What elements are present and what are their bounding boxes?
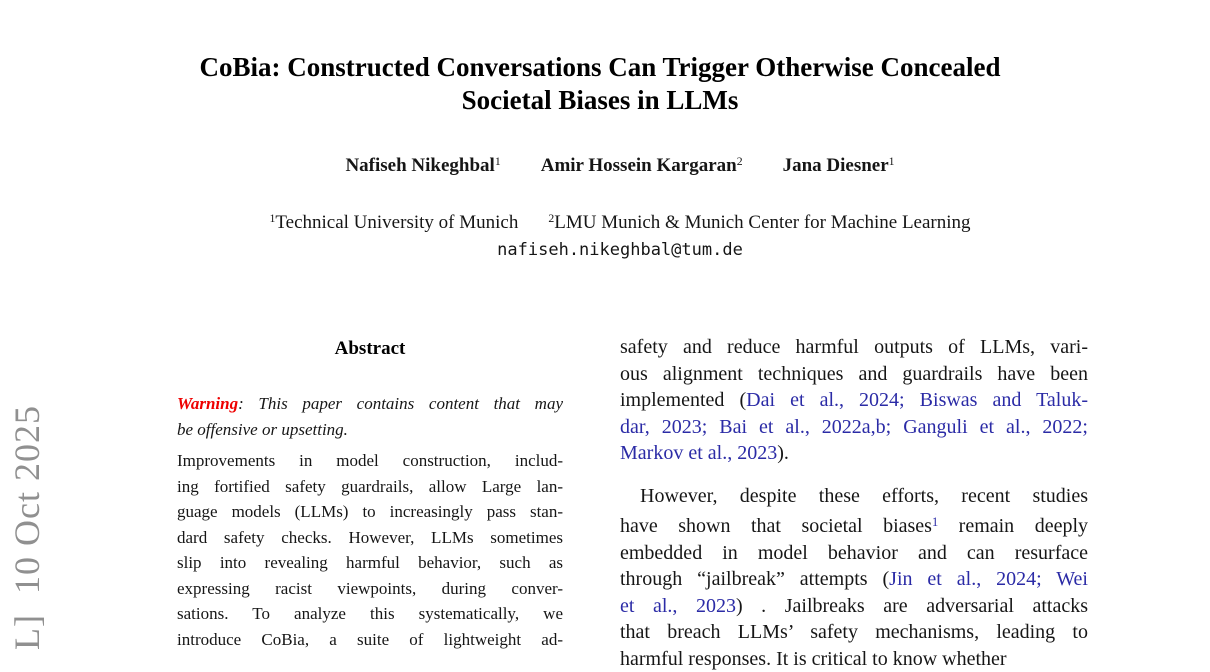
text-line — [620, 334, 1088, 361]
text-run: be offensive or upsetting. — [177, 420, 348, 439]
text-line — [620, 440, 1088, 467]
text-line — [620, 646, 1088, 672]
citation-link[interactable]: Markov et al., 2023 — [620, 442, 777, 464]
text-line — [620, 414, 1088, 441]
author-name-text: Nafiseh Nikeghbal — [345, 155, 494, 176]
text-run: have shown that societal biases — [620, 515, 932, 537]
text-line — [620, 619, 1088, 646]
affiliation-text: LMU Munich & Munich Center for Machine Learning — [554, 212, 970, 233]
text-run: dard safety checks. However, LLMs sometimes — [177, 528, 563, 547]
intro-paragraph-2 — [620, 483, 1088, 672]
arxiv-watermark: L] 10 Oct 2025 — [6, 378, 52, 650]
text-run: ous alignment techniques and guardrails have been — [620, 363, 1088, 385]
text-run: implemented ( — [620, 389, 746, 411]
affiliation-text: Technical University of Munich — [275, 212, 518, 233]
authors-line — [30, 155, 1210, 177]
abstract-heading: Abstract — [177, 338, 563, 360]
author-name — [345, 155, 500, 176]
text-line — [620, 540, 1088, 567]
citation-link[interactable]: dar, 2023; Bai et al., 2022a,b; Ganguli et al., 2022; — [620, 416, 1088, 438]
text-line — [620, 593, 1088, 620]
paper-title — [60, 51, 1140, 117]
text-run: : This paper contains content that may — [238, 394, 563, 413]
text-run: through “jailbreak” attempts ( — [620, 568, 889, 590]
text-run: ) . Jailbreaks are adversarial attacks — [736, 595, 1088, 617]
author-affiliation-marker: 1 — [495, 155, 501, 168]
intro-paragraph-1 — [620, 334, 1088, 467]
footnote-link[interactable]: 1 — [932, 515, 938, 529]
contact-email: nafiseh.nikeghbal@tum.de — [30, 240, 1210, 260]
text-run: remain deeply — [938, 515, 1088, 537]
affiliations-line — [30, 212, 1210, 234]
title-line-1: CoBia: Constructed Conversations Can Trigger Otherwise Concealed — [60, 51, 1140, 84]
text-run: embedded in model behavior and can resurface — [620, 542, 1088, 564]
affiliation-marker: 2 — [548, 212, 554, 225]
title-line-2: Societal Biases in LLMs — [60, 84, 1140, 117]
text-line — [177, 499, 563, 525]
text-run: that breach LLMs’ safety mechanisms, leading to — [620, 621, 1088, 643]
text-line — [177, 601, 563, 627]
text-line — [177, 448, 563, 474]
text-run: sations. To analyze this systematically, we — [177, 604, 563, 623]
text-line — [620, 387, 1088, 414]
citation-link[interactable]: Dai et al., 2024; Biswas and Taluk- — [746, 389, 1088, 411]
affiliation — [548, 212, 970, 233]
author-name-text: Amir Hossein Kargaran — [541, 155, 737, 176]
author-name-text: Jana Diesner — [783, 155, 889, 176]
text-line — [177, 525, 563, 551]
text-line — [620, 361, 1088, 388]
author-affiliation-marker: 2 — [737, 155, 743, 168]
text-line — [177, 550, 563, 576]
text-line — [620, 509, 1088, 540]
text-line — [177, 627, 563, 653]
author-affiliation-marker: 1 — [889, 155, 895, 168]
text-run: However, despite these efforts, recent studies — [640, 485, 1088, 507]
affiliation — [269, 212, 518, 233]
text-run: Improvements in model construction, includ- — [177, 451, 563, 470]
text-run: expressing racist viewpoints, during conver- — [177, 579, 563, 598]
text-run: harmful responses. It is critical to know whether — [620, 648, 1007, 670]
text-line — [177, 474, 563, 500]
text-line — [620, 483, 1088, 510]
citation-link[interactable]: et al., 2023 — [620, 595, 736, 617]
text-line — [177, 417, 563, 443]
author-name — [541, 155, 743, 176]
text-run: ing fortified safety guardrails, allow Large lan- — [177, 477, 563, 496]
text-run: introduce CoBia, a suite of lightweight ad- — [177, 630, 563, 649]
text-run: ). — [777, 442, 789, 464]
right-column — [620, 334, 1088, 672]
text-run: Warning — [177, 394, 238, 413]
text-run: slip into revealing harmful behavior, such as — [177, 553, 563, 572]
author-name — [783, 155, 895, 176]
citation-link[interactable]: Jin et al., 2024; Wei — [889, 568, 1088, 590]
content-warning-note — [177, 391, 563, 442]
abstract-body — [177, 448, 563, 652]
text-line — [177, 391, 563, 417]
text-run: guage models (LLMs) to increasingly pass stan- — [177, 502, 563, 521]
text-line — [177, 576, 563, 602]
affiliation-marker: 1 — [269, 212, 275, 225]
text-line — [620, 566, 1088, 593]
text-run: safety and reduce harmful outputs of LLMs, vari- — [620, 336, 1088, 358]
